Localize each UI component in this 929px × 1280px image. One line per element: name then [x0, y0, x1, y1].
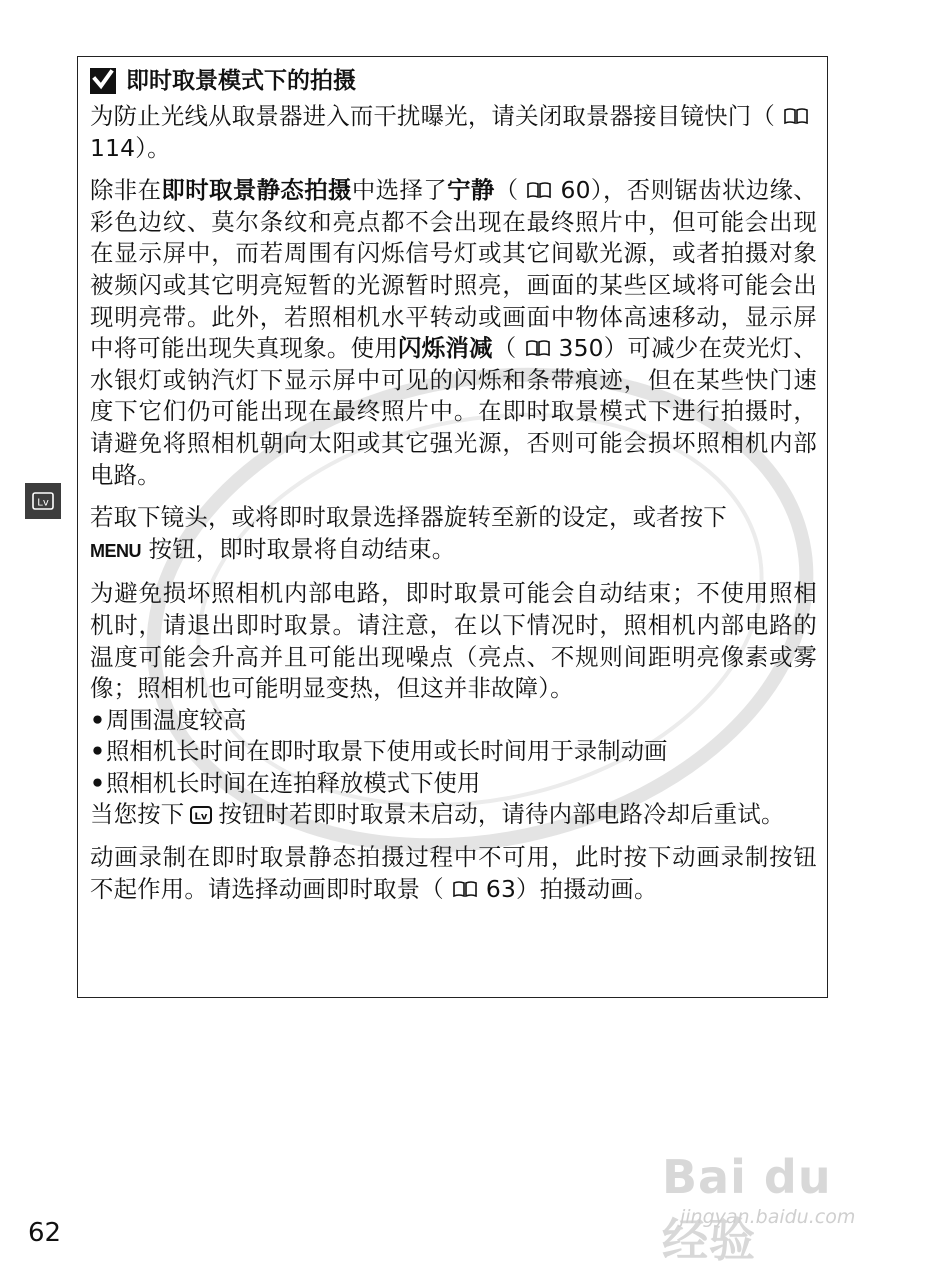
check-icon: [90, 68, 116, 94]
paragraph-movie: 动画录制在即时取景静态拍摄过程中不可用，此时按下动画录制按钮不起作用。请选择动画即时取景（ 63）拍摄动画。: [90, 843, 817, 903]
setting-name: 即时取景静态拍摄: [161, 176, 352, 205]
svg-text:Lv: Lv: [194, 811, 209, 823]
live-view-side-tab: [25, 483, 61, 519]
menu-button-label: MENU: [90, 540, 141, 561]
paragraph-viewfinder: 为防止光线从取景器进入而干扰曝光，请关闭取景器接目镜快门（114）。: [90, 101, 817, 164]
baidu-url: jingyan.baidu.com: [680, 1206, 856, 1228]
book-reference-icon: [526, 181, 552, 199]
svg-text:Lv: Lv: [37, 497, 49, 509]
paragraph-auto-end: 若取下镜头，或将即时取景选择器旋转至新的设定，或者按下 MENU 按钮，即时取景将自动结束。: [90, 503, 727, 563]
book-reference-icon: [525, 339, 551, 357]
page-ref: 114: [90, 133, 136, 162]
setting-value: 宁静: [447, 176, 495, 205]
page-ref: 350: [558, 334, 604, 363]
list-item: •周围温度较高: [90, 705, 247, 734]
live-view-icon: [190, 806, 212, 824]
page-ref: 63: [485, 874, 517, 903]
baidu-logo: Bai du 经验: [662, 1150, 832, 1267]
book-reference-icon: [783, 107, 809, 125]
paragraph-lv-button: 当您按下 Lv 按钮时若即时取景未启动，请待内部电路冷却后重试。: [90, 800, 785, 829]
paragraph-artifacts: 除非在即时取景静态拍摄中选择了宁静（ 60），否则锯齿状边缘、彩色边纹、莫尔条纹和亮点都不会出现在最终照片中，但可能会出现在显示屏中，而若周围有闪烁信号灯或其它间歇光源，或者拍摄对象被频闪或其它明亮短暂的光源暂时照亮，画面的某些区域将可能会出现明亮带。此外，若照相机水平转动或画面中物体高速移动，显示屏中将可能出现失真现象。使用闪烁消减（ 350）可减少在荧光灯、水银灯或钠汽灯下显示屏中可见的闪烁和条带痕迹，但在某些快门速度下它们仍可能出现在最终照片中。在即时取景模式下进行拍摄时，请避免将照相机朝向太阳或其它强光源，否则可能会损坏照相机内部电路。: [90, 176, 817, 489]
page-number: 62: [28, 1218, 62, 1248]
book-reference-icon: [452, 880, 478, 898]
list-item: •照相机长时间在连拍释放模式下使用: [90, 768, 481, 797]
page-ref: 60: [560, 176, 591, 205]
notice-box: [77, 56, 828, 998]
live-view-icon: [32, 492, 54, 510]
notice-heading: [90, 63, 817, 99]
paragraph-temperature: 为避免损坏照相机内部电路，即时取景可能会自动结束；不使用照相机时，请退出即时取景。请注意，在以下情况时，照相机内部电路的温度可能会升高并且可能出现噪点（亮点、不规则间距明亮像素或雾像；照相机也可能明显变热，但这并非故障）。: [90, 579, 817, 703]
condition-list: [90, 705, 817, 800]
list-item: •照相机长时间在即时取景下使用或长时间用于录制动画: [90, 737, 668, 766]
baidu-jingyan-watermark: [662, 1140, 892, 1267]
setting-name: 闪烁消减: [398, 334, 493, 363]
heading-title: 即时取景模式下的拍摄: [126, 68, 356, 94]
